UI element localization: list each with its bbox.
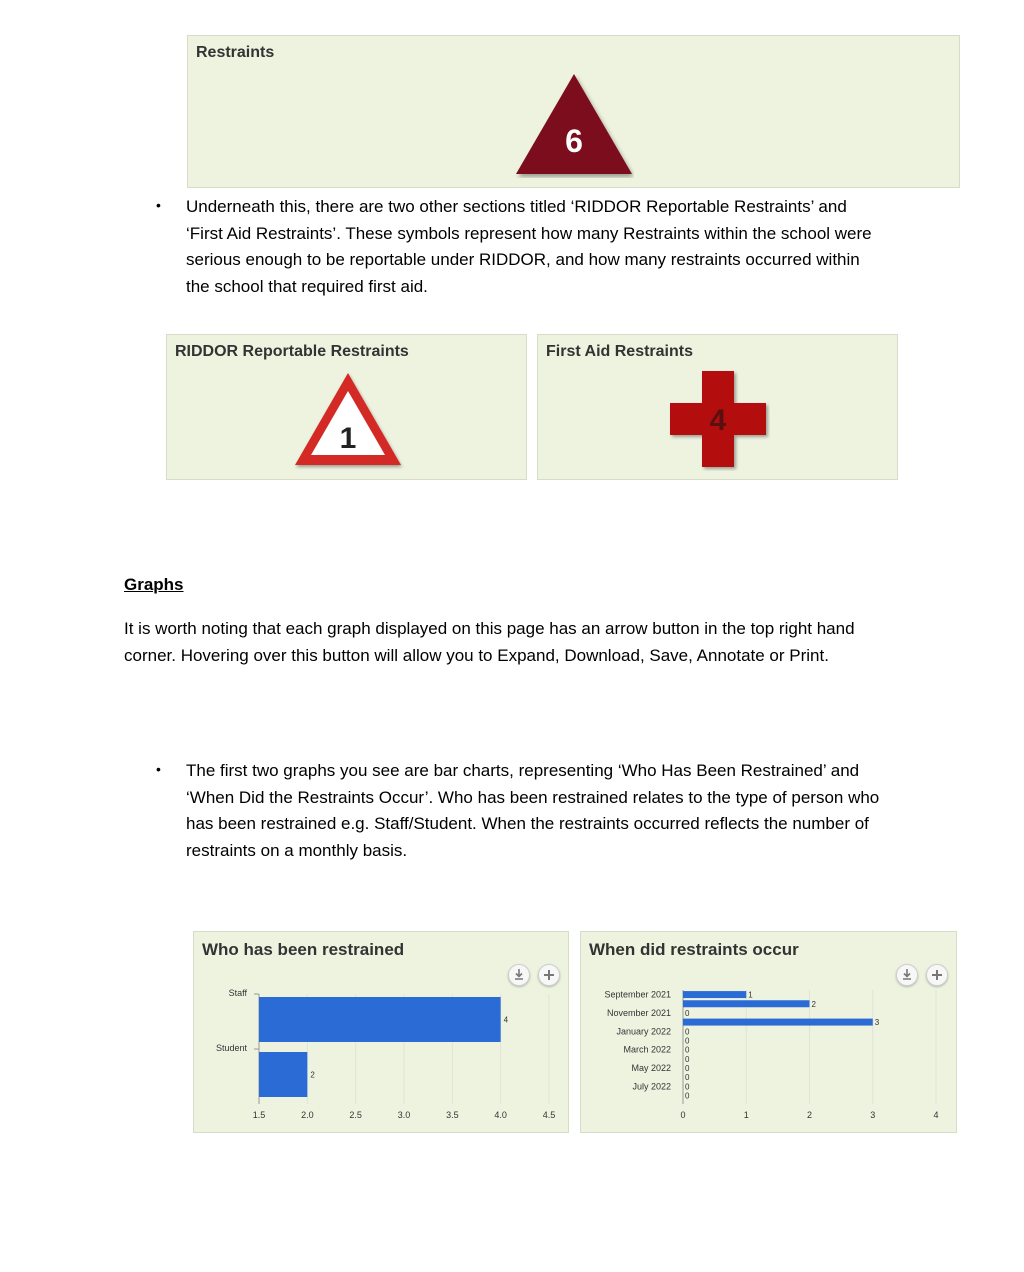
data-label: 0 bbox=[685, 1082, 690, 1092]
restraints-title: Restraints bbox=[196, 44, 275, 61]
x-tick-label: 4.0 bbox=[494, 1110, 507, 1120]
riddor-title: RIDDOR Reportable Restraints bbox=[175, 343, 409, 360]
bullet-2: • bbox=[156, 761, 161, 777]
y-tick-label: Student bbox=[215, 1043, 247, 1053]
who-restrained-chart bbox=[194, 932, 570, 1134]
y-tick-label: Staff bbox=[228, 988, 247, 998]
graphs-heading: Graphs bbox=[124, 575, 184, 594]
data-label: 2 bbox=[310, 1070, 315, 1080]
paragraph-line: corner. Hovering over this button will allow you to Expand, Download, Save, Annotate or Print. bbox=[124, 645, 829, 665]
data-label: 0 bbox=[685, 1036, 690, 1046]
paragraph-line: ‘First Aid Restraints’. These symbols represent how many Restraints within the school were bbox=[186, 223, 872, 243]
x-tick-label: 4.5 bbox=[542, 1110, 556, 1120]
data-label: 0 bbox=[685, 1027, 690, 1037]
restraints-panel bbox=[187, 35, 960, 188]
data-label: 2 bbox=[811, 999, 816, 1009]
paragraph-line: It is worth noting that each graph displayed on this page has an arrow button in the top right hand bbox=[124, 619, 855, 638]
chart-title: Who has been restrained bbox=[202, 940, 405, 959]
first-aid-panel bbox=[537, 334, 898, 480]
data-label: 0 bbox=[685, 1091, 690, 1101]
y-tick-label: November 2021 bbox=[606, 1007, 671, 1018]
riddor-panel bbox=[166, 334, 527, 480]
x-tick-label: 1 bbox=[743, 1110, 749, 1120]
bar bbox=[259, 1052, 307, 1097]
restraints-triangle-icon bbox=[514, 72, 634, 178]
paragraph-graphs-intro bbox=[186, 758, 926, 864]
y-tick-label: September 2021 bbox=[604, 989, 671, 1000]
restraints-count: 6 bbox=[565, 123, 583, 159]
x-tick-label: 1.5 bbox=[252, 1110, 266, 1120]
bullet-1: • bbox=[156, 197, 161, 213]
paragraph-line: The first two graphs you see are bar charts, representing ‘Who Has Been Restrained’ and bbox=[186, 761, 860, 780]
x-tick-label: 2.5 bbox=[349, 1110, 362, 1120]
x-tick-label: 3 bbox=[870, 1110, 876, 1120]
warning-triangle-icon bbox=[291, 369, 405, 471]
y-tick-label: May 2022 bbox=[631, 1062, 671, 1073]
bar bbox=[683, 1000, 810, 1007]
data-label: 0 bbox=[685, 1045, 690, 1055]
first-aid-cross-icon bbox=[666, 367, 770, 471]
when-restraints-chart-panel bbox=[580, 931, 957, 1133]
riddor-count: 1 bbox=[339, 422, 357, 455]
x-tick-label: 3.0 bbox=[397, 1110, 411, 1120]
first-aid-title: First Aid Restraints bbox=[546, 343, 693, 360]
paragraph-line: ‘When Did the Restraints Occur’. Who has been restrained relates to the type of person who bbox=[186, 787, 880, 807]
data-label: 0 bbox=[685, 1008, 690, 1018]
data-label: 0 bbox=[685, 1063, 690, 1073]
data-label: 0 bbox=[685, 1073, 690, 1083]
y-tick-label: January 2022 bbox=[616, 1026, 671, 1037]
paragraph-line: serious enough to be reportable under RIDDOR, and how many restraints occurred within bbox=[186, 250, 860, 269]
chart-title: When did restraints occur bbox=[589, 940, 799, 959]
x-tick-label: 0 bbox=[680, 1110, 686, 1120]
x-tick-label: 4 bbox=[933, 1110, 939, 1120]
x-tick-label: 2.0 bbox=[301, 1110, 314, 1120]
who-restrained-chart-panel bbox=[193, 931, 569, 1133]
graphs-paragraph bbox=[124, 616, 924, 669]
x-tick-label: 3.5 bbox=[446, 1110, 459, 1120]
data-label: 0 bbox=[685, 1054, 690, 1064]
x-tick-label: 2 bbox=[806, 1110, 813, 1120]
bar bbox=[683, 991, 746, 998]
paragraph-line: the school that required first aid. bbox=[186, 276, 428, 296]
bar bbox=[683, 1019, 873, 1026]
paragraph-line: restraints on a monthly basis. bbox=[186, 840, 408, 860]
paragraph-line: Underneath this, there are two other sections titled ‘RIDDOR Reportable Restraints’ and bbox=[186, 197, 847, 216]
data-label: 3 bbox=[874, 1018, 880, 1028]
paragraph-riddor-intro bbox=[186, 194, 926, 300]
first-aid-count: 4 bbox=[709, 404, 727, 437]
data-label: 1 bbox=[748, 990, 753, 1000]
y-tick-label: March 2022 bbox=[623, 1044, 671, 1055]
y-tick-label: July 2022 bbox=[632, 1081, 671, 1092]
when-restraints-chart bbox=[581, 932, 958, 1134]
paragraph-line: has been restrained e.g. Staff/Student. When the restraints occurred reflects the number of bbox=[186, 814, 869, 833]
data-label: 4 bbox=[503, 1015, 509, 1025]
bar bbox=[259, 997, 501, 1042]
